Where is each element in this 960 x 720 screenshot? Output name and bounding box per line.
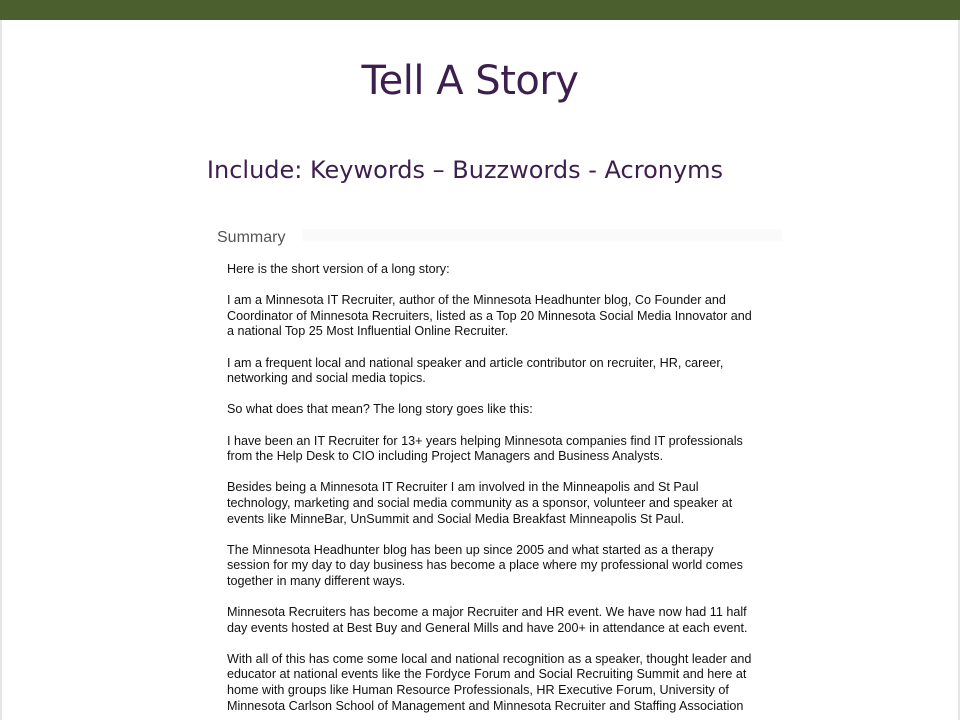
top-accent-bar <box>0 0 960 20</box>
summary-paragraph: Here is the short version of a long story: <box>227 262 450 276</box>
summary-heading: Summary <box>217 229 286 246</box>
summary-heading-band <box>302 229 782 241</box>
summary-paragraph: So what does that mean? The long story goes like this: <box>227 402 533 417</box>
slide-subtitle: Include: Keywords – Buzzwords - Acronyms <box>206 156 724 184</box>
summary-paragraph: I am a frequent local and national speaker and article contributor on recruiter, HR, career, networking and social media topics. <box>227 355 724 386</box>
left-frame-line <box>0 20 2 720</box>
slide-title: Tell A Story <box>361 58 579 104</box>
summary-body <box>227 262 787 720</box>
summary-paragraph: With all of this has come some local and national recognition as a speaker, thought leader and educator at national events like the Fordyce Forum and Social Recruiting Summit and here at home with groups like Human Resource Professionals, HR Executive Forum, University of Minnesota Carlson School of Management and Minnesota Recruiter and Staffing Association <box>227 651 752 713</box>
summary-paragraph: The Minnesota Headhunter blog has been up since 2005 and what started as a therapy session for my day to day business has become a place where my professional world comes together in many different ways. <box>227 542 743 588</box>
summary-screenshot <box>216 222 793 720</box>
summary-paragraph: I have been an IT Recruiter for 13+ years helping Minnesota companies find IT professionals from the Help Desk to CIO including Project Managers and Business Analysts. <box>227 433 743 464</box>
summary-paragraph: Minnesota Recruiters has become a major Recruiter and HR event. We have now had 11 half day events hosted at Best Buy and General Mills and have 200+ in attendance at each event. <box>227 605 748 635</box>
summary-paragraph: I am a Minnesota IT Recruiter, author of the Minnesota Headhunter blog, Co Founder and Coordinator of Minnesota Recruiters, listed as a Top 20 Minnesota Social Media Innovator and a national Top 25 Most Influential Online Recruiter. <box>227 293 752 339</box>
summary-paragraph: Besides being a Minnesota IT Recruiter I am involved in the Minneapolis and St Paul technology, marketing and social media community as a sponsor, volunteer and speaker at events like MinneBar, UnSummit and Social Media Breakfast Minneapolis St Paul. <box>227 480 733 526</box>
